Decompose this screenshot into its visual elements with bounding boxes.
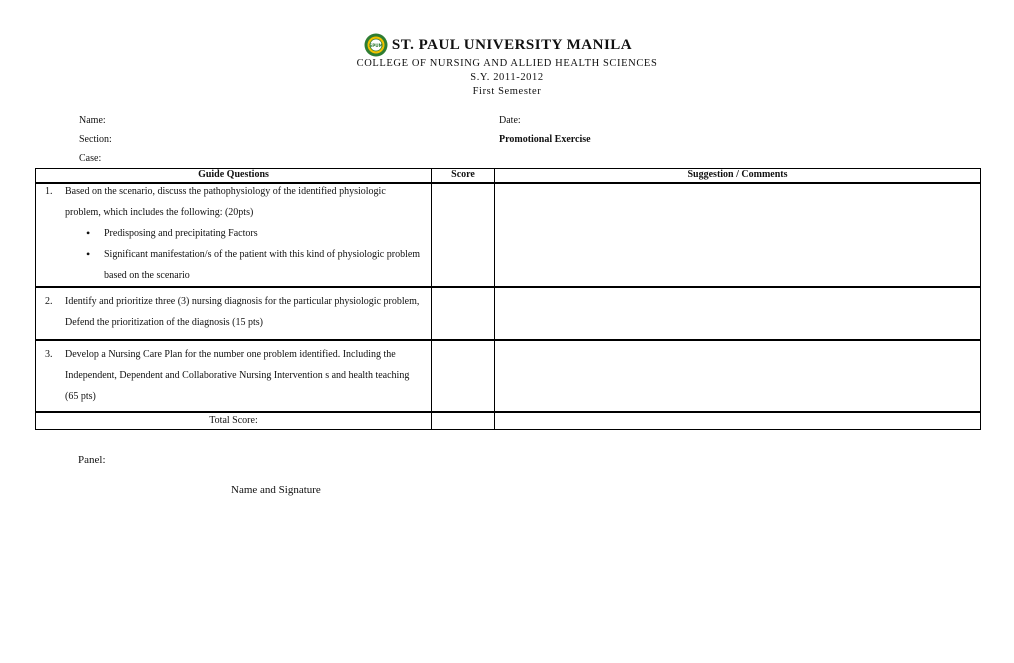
question-number: 3.: [45, 349, 53, 360]
semester: First Semester: [472, 86, 542, 97]
document-header: [0, 32, 1014, 99]
guide-question-cell: [36, 340, 432, 412]
question-text: Identify and prioritize three (3) nursing diagnosis for the particular physiologic problem, Defend the prioritization of the diagnosis (15 pts): [65, 296, 420, 328]
university-seal-icon: [364, 33, 388, 57]
seal-lettering: SPUM: [369, 42, 383, 48]
header-score: Score: [432, 169, 495, 184]
total-comments-cell[interactable]: [495, 412, 981, 430]
question-number: 2.: [45, 296, 53, 307]
total-score-label: Total Score:: [36, 412, 432, 430]
question-number: 1.: [45, 186, 53, 197]
question-text: Develop a Nursing Care Plan for the number one problem identified. Including the Independent, Dependent and Collaborative Nursing Intervention s and health teaching (65 pts): [65, 349, 410, 402]
college-name: COLLEGE OF NURSING AND ALLIED HEALTH SCIENCES: [356, 58, 658, 69]
header-suggestion-comments: Suggestion / Comments: [495, 169, 981, 184]
date-label: Date:: [499, 115, 521, 126]
university-name: ST. PAUL UNIVERSITY MANILA: [391, 36, 633, 53]
table-row: [36, 340, 981, 412]
table-row: [36, 287, 981, 340]
bullet-item: • Predisposing and precipitating Factors: [65, 223, 423, 244]
evaluation-table: [35, 168, 981, 430]
section-label: Section:: [79, 134, 112, 145]
bullet-item: • Significant manifestation/s of the patient with this kind of physiologic problem based on the scenario: [65, 244, 423, 286]
guide-question-cell: [36, 183, 432, 287]
case-label: Case:: [79, 153, 102, 164]
question-text: Based on the scenario, discuss the pathophysiology of the identified physiologic problem, which includes the following: (20pts): [65, 186, 386, 218]
title-row: [0, 32, 1014, 58]
header-guide-questions: Guide Questions: [36, 169, 432, 184]
score-cell[interactable]: [432, 340, 495, 412]
total-row: [36, 412, 981, 430]
school-year: S.Y. 2011-2012: [470, 72, 544, 83]
bullet-list: [65, 223, 423, 286]
total-score-cell[interactable]: [432, 412, 495, 430]
signature-label: Name and Signature: [231, 484, 321, 496]
table-row: [36, 183, 981, 287]
exercise-title: Promotional Exercise: [499, 134, 591, 145]
score-cell[interactable]: [432, 287, 495, 340]
comments-cell[interactable]: [495, 340, 981, 412]
name-label: Name:: [79, 115, 106, 126]
panel-label: Panel:: [78, 454, 106, 466]
comments-cell[interactable]: [495, 183, 981, 287]
score-cell[interactable]: [432, 183, 495, 287]
guide-question-cell: [36, 287, 432, 340]
comments-cell[interactable]: [495, 287, 981, 340]
